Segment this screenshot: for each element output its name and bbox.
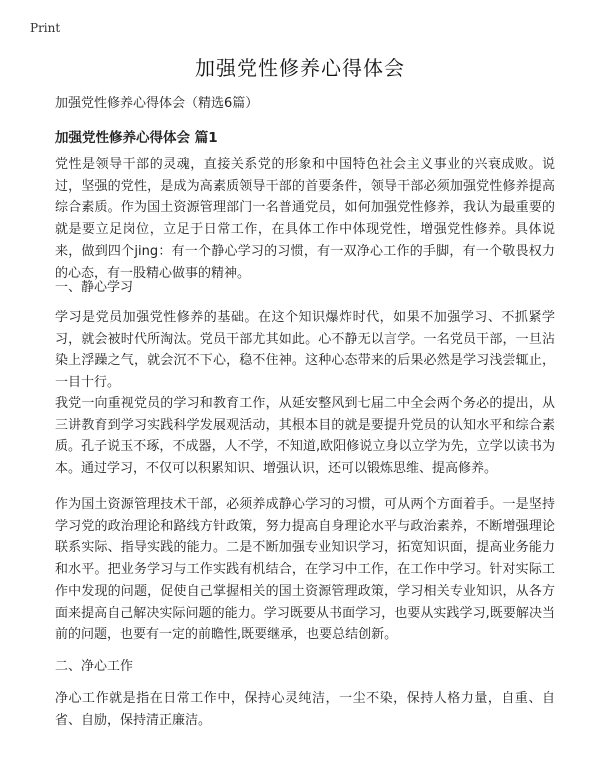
heading-work: 二、净心工作 bbox=[55, 659, 134, 674]
print-link[interactable]: Print bbox=[30, 21, 61, 35]
page-title: 加强党性修养心得体会 bbox=[195, 56, 405, 80]
section-heading: 加强党性修养心得体会 篇1 bbox=[55, 130, 218, 146]
paragraph-study-2: 我党一向重视党员的学习和教育工作，从延安整风到七届二中全会两个务必的提出，从三讲教育到学习实践科学发展观活动，其根本目的就是要提升党员的认知水平和综合素质。孔子说玉不琢，不成器，人不学，不知道,欧阳修说立身以立学为先，立学以读书为本。通过学习，不仅可以积累知识、增强认识，还可以锻炼思维、提高修养。 bbox=[55, 396, 555, 477]
paragraph-intro: 党性是领导干部的灵魂，直接关系党的形象和中国特色社会主义事业的兴衰成败。说过，坚强的党性，是成为高素质领导干部的首要条件，领导干部必须加强党性修养提高综合素质。作为国土资源管理部门一名普通党员，如何加强党性修养，我认为最重要的就是要立足岗位，立足于日常工作，在具体工作中体现党性，增强党性修养。具体说来，做到四个jing：有一个静心学习的习惯，有一双净心工作的手脚，有一个敬畏权力的心态，有一股精心做事的精神。 bbox=[55, 157, 555, 281]
document-subtitle: 加强党性修养心得体会（精选6篇） bbox=[55, 96, 259, 111]
heading-study: 一、静心学习 bbox=[55, 280, 134, 295]
paragraph-work-1: 净心工作就是指在日常工作中，保持心灵纯洁，一尘不染，保持人格力量，自重、自省、自励，保持清正廉洁。 bbox=[55, 691, 555, 728]
paragraph-study-3: 作为国土资源管理技术干部，必须养成静心学习的习惯，可从两个方面着手。一是坚持学习党的政治理论和路线方针政策，努力提高自身理论水平与政治素养，不断增强理论联系实际、指导实践的能力。二是不断加强专业知识学习，拓宽知识面，提高业务能力和水平。把业务学习与工作实践有机结合，在学习中工作，在工作中学习。针对实际工作中发现的问题，促使自己掌握相关的国土资源管理政策，学习相关专业知识，从各方面来提高自己解决实际问题的能力。学习既要从书面学习，也要从实践学习,既要解决当前的问题，也要有一定的前瞻性,既要继承，也要总结创新。 bbox=[55, 497, 555, 643]
paragraph-study-1: 学习是党员加强党性修养的基础。在这个知识爆炸时代，如果不加强学习、不抓紧学习，就会被时代所淘汰。党员干部尤其如此。心不静无以言学。一名党员干部，一旦沾染上浮躁之气，就会沉不下心，稳不住神。这种心态带来的后果必然是学习浅尝辄止，一目十行。 bbox=[55, 310, 555, 391]
